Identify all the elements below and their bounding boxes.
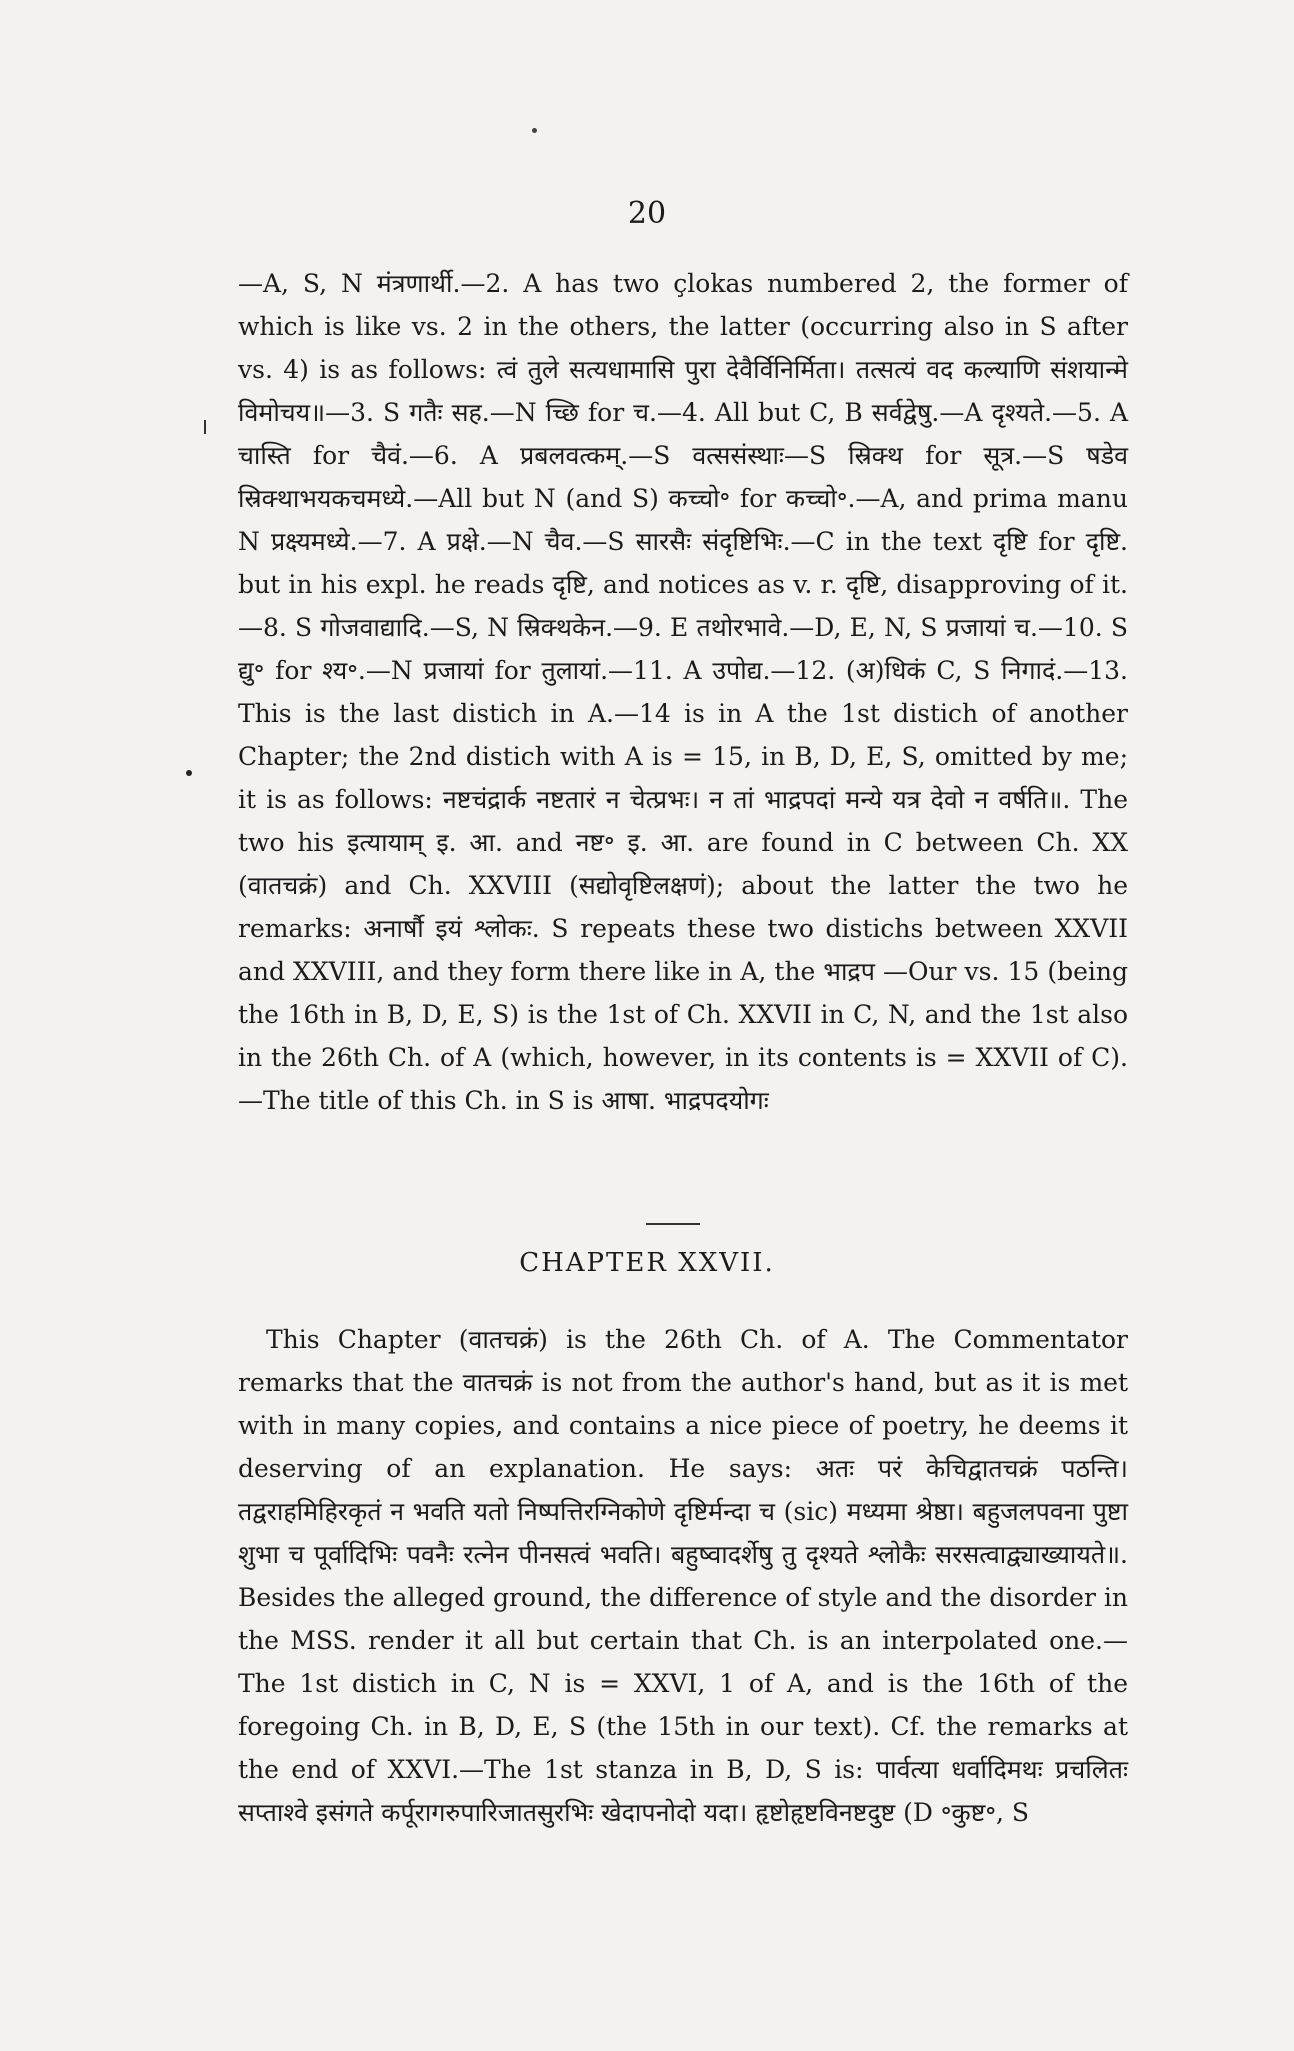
print-speck <box>532 128 537 133</box>
page-number: 20 <box>627 196 667 231</box>
critical-notes: —A, S, N मंत्रणार्थी.—2. A has two çlokas numbered 2, the former of which is like vs. 2 in the others, the latter (occurring also in S after vs. 4) is as follows: त्वं तुले सत्यधामासि पुरा देवैर्विनिर्मिता। तत्सत्यं वद कल्याणि संशयान्मे विमोचय॥—3. S गतैः सह.—N च्छि for च.—4. All but C, B सर्वद्वेषु.—A दृश्यते.—5. A चास्ति for चैवं.—6. A प्रबलवत्कम्.—S वत्ससंस्थाः—S स्रिक्थ for सूत्र.—S षडेव स्रिक्थाभयकचमध्ये.—All but N (and S) कच्चो॰ for कच्चो॰.—A, and prima manu N प्रक्ष्यमध्ये.—7. A प्रक्षे.—N चैव.—S सारसैः संदृष्टिभिः.—C in the text दृष्टि for दृष्टि. but in his expl. he reads दृष्टि, and notices as v. r. दृष्टि, disapproving of it.—8. S गोजवाद्यादि.—S, N स्रिक्थकेन.—9. E तथोरभावे.—D, E, N, S प्रजायां च.—10. S द्यु॰ for श्य॰.—N प्रजायां for तुलायां.—11. A उपोद्य.—12. (अ)धिकं C, S निगादं.—13. This is the last distich in A.—14 is in A the 1st distich of another Chapter; the 2nd distich with A is = 15, in B, D, E, S, omitted by me; it is as follows: नष्टचंद्रार्क नष्टतारं न चेत्प्रभः। न तां भाद्रपदां मन्ये यत्र देवो न वर्षति॥. The two his इत्यायाम् इ. आ. and नष्ट॰ इ. आ. are found in C between Ch. XX (वातचक्रं) and Ch. XXVIII (सद्योवृष्टिलक्षणं); about the latter the two he remarks: अनार्षौ इयं श्लोकः. S repeats these two distichs between XXVII and XXVIII, and they form there like in A, the भाद्रप —Our vs. 15 (being the 16th in B, D, E, S) is the 1st of Ch. XXVII in C, N, and the 1st also in the 26th Ch. of A (which, however, in its contents is = XXVII of C).—The title of this Ch. in S is आषा. भाद्रपदयोगः <box>238 269 1128 1115</box>
chapter-body: This Chapter (वातचक्रं) is the 26th Ch. of A. The Commentator remarks that the वातचक्रं is not from the author's hand, but as it is met with in many copies, and contains a nice piece of poetry, he deems it deserving of an explanation. He says: अतः परं केचिद्वातचक्रं पठन्ति। तद्वराहमिहिरकृतं न भवति यतो निष्पत्तिरग्निकोणे दृष्टिर्मन्दा च (sic) मध्यमा श्रेष्ठा। बहुजलपवना पुष्टा शुभा च पूर्वादिभिः पवनैः रत्नेन पीनसत्वं भवति। बहुष्वादर्शेषु तु दृश्यते श्लोकैः सरसत्वाद्व्याख्यायते॥. Besides the alleged ground, the difference of style and the disorder in the MSS. render it all but certain that Ch. is an interpolated one.—The 1st distich in C, N is = XXVI, 1 of A, and is the 16th of the foregoing Ch. in B, D, E, S (the 15th in our text). Cf. the remarks at the end of XXVI.—The 1st stanza in B, D, S is: पार्वत्या धर्वादिमथः प्रचलितः सप्ताश्वे इसंगते कर्पूरागरुपारिजातसुरभिः खेदापनोदो यदा। हृष्टोहृष्टविनष्टदुष्ट (D ॰कुष्ट॰, S <box>238 1325 1128 1827</box>
section-divider <box>646 1223 700 1225</box>
margin-tick <box>204 420 206 434</box>
margin-mark <box>186 770 192 776</box>
chapter-heading: CHAPTER XXVII. <box>519 1248 775 1278</box>
